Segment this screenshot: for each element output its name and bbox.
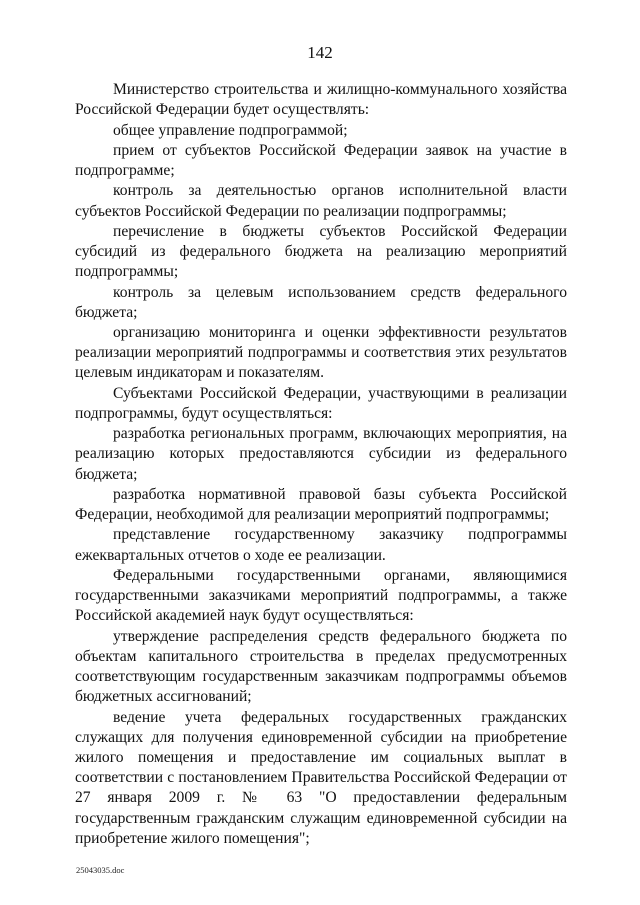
paragraph-quarterly-reports: представление государственному заказчику подпрограммы ежеквартальных отчетов о ходе ее реализации. <box>75 526 567 564</box>
paragraph-control-activity: контроль за деятельностью органов исполнительной власти субъектов Российской Федерации по реализации подпрограммы; <box>75 182 567 220</box>
paragraph-applications: прием от субъектов Российской Федерации заявок на участие в подпрограмме; <box>75 141 567 179</box>
paragraph-federal-bodies-intro: Федеральными государственными органами, являющимися государственными заказчиками мероприятий подпрограммы, а также Российской академией наук будут осуществляться: <box>75 566 567 625</box>
paragraph-regional-programs: разработка региональных программ, включающих мероприятия, на реализацию которых предоставляются субсидии из федерального бюджета; <box>75 425 567 483</box>
footer-filename: 25043035.doc <box>76 865 125 875</box>
paragraph-monitoring: организацию мониторинга и оценки эффективности результатов реализации мероприятий подпрограммы и соответствия этих результатов целевым индикаторам и показателям. <box>75 324 567 382</box>
paragraph-control-funds: контроль за целевым использованием средств федерального бюджета; <box>75 283 567 321</box>
body-text <box>75 80 567 849</box>
page-number: 142 <box>307 43 333 62</box>
paragraph-budget-allocation: утверждение распределения средств федерального бюджета по объектам капитального строительства в пределах предусмотренных соответствующим государственным заказчикам подпрограммы объемов бюджетных ассигнований; <box>75 627 567 706</box>
paragraph-ministry-intro: Министерство строительства и жилищно-коммунального хозяйства Российской Федерации будет осуществлять: <box>75 81 567 119</box>
paragraph-legal-base: разработка нормативной правовой базы субъекта Российской Федерации, необходимой для реализации мероприятий подпрограммы; <box>75 485 567 524</box>
paragraph-civil-servants: ведение учета федеральных государственных гражданских служащих для получения единовременной субсидии на приобретение жилого помещения и предоставление им социальных выплат в соответствии с постановлением Правительства Российской Федерации от 27 января 2009 г. № 63 "О предоставлении федеральным государственным гражданским служащим единовременной субсидии на приобретение жилого помещения"; <box>75 708 567 847</box>
paragraph-transfer-subsidies: перечисление в бюджеты субъектов Российской Федерации субсидий из федерального бюджета на реализацию мероприятий подпрограммы; <box>75 222 567 281</box>
paragraph-regions-intro: Субъектами Российской Федерации, участвующими в реализации подпрограммы, будут осуществляться: <box>75 384 567 422</box>
paragraph-general-management: общее управление подпрограммой; <box>113 121 348 139</box>
